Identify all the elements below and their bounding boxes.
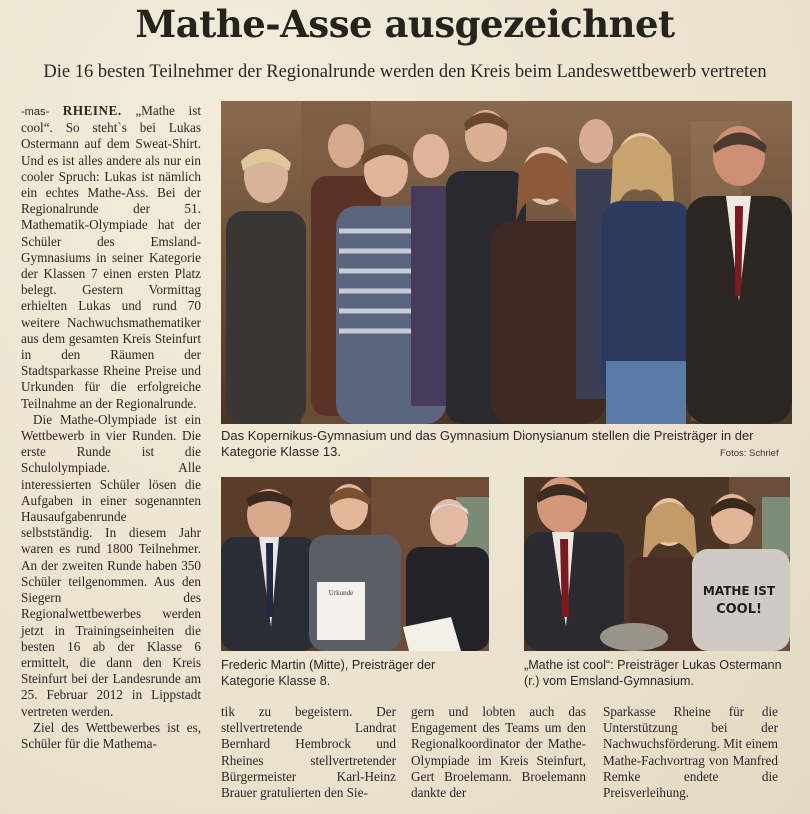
shirt-text-line-1: MATHE IST [702, 584, 776, 598]
article-column-1 [21, 103, 201, 752]
photo-lukas-ostermann [524, 477, 790, 651]
photo-lukas-image [524, 477, 790, 651]
article-column-4: Sparkasse Rheine für die Unterstützung bei der Nachwuchsförderung. Mit einem Mathe-Fachvortrag von Manfred Remke endete die Preisverleihung. [603, 704, 778, 801]
photo-frederic-martin [221, 477, 489, 651]
photo-credit: Fotos: Schrief [720, 448, 779, 459]
certificate-label: Urkunde [328, 589, 354, 597]
article-column-2: tik zu begeistern. Der stellvertretende Landrat Bernhard Hembrock und Rheines stellvertretender Bürgermeister Karl-Heinz Brauer gratulierten den Sie- [221, 704, 396, 801]
subheadline: Die 16 besten Teilnehmer der Regionalrunde werden den Kreis beim Landeswettbewerb vertreten [43, 62, 767, 82]
paragraph-2: Die Mathe-Olympiade ist ein Wettbewerb in vier Runden. Die erste Runde ist die Schulolympiade. Alle interessierten Schüler lösen die Aufgaben in einer sogenannten Hausaufgabenrunde selbstständig. In diesem Jahr waren es rund 1800 Teilnehmer. An der zweiten Runde haben 350 Schüler teilgenommen. Aus den Siegern des Regionalwettbewerbes werden jetzt in Trainingseinheiten die besten 16 ab der Klasse 6 ermittelt, die dann den Kreis Steinfurt bei der Landesrunde am 25. Februar 2012 in Lippstadt vertreten werden. [21, 411, 201, 719]
photo-frederic-martin-image [221, 477, 489, 651]
group-photo-caption: Das Kopernikus-Gymnasium und das Gymnasium Dionysianum stellen die Preisträger in der Kategorie Klasse 13. [221, 428, 754, 459]
shirt-text-line-2: COOL! [716, 602, 762, 617]
group-photo [221, 101, 792, 424]
paragraph-3: Ziel des Wettbewerbes ist es, Schüler für die Mathema- [21, 719, 201, 751]
paragraph-1 [21, 103, 201, 412]
headline: Mathe-Asse ausgezeichnet [135, 2, 675, 46]
photo-frederic-caption: Frederic Martin (Mitte), Preisträger der Kategorie Klasse 8. [221, 658, 436, 688]
paragraph-1-text: „Mathe ist cool“. So steht`s bei Lukas Ostermann auf dem Sweat-Shirt. Und es ist alles andere als nur ein cooler Spruch: Lukas ist nämlich ein echtes Mathe-Ass. Bei der Regionalrunde der 51. Mathematik-Olympiade hat der Schüler des Emsland-Gymnasiums in seiner Kategorie der Klassen 7 einen ersten Platz belegt. Gestern Vormittag erhielten Lukas und rund 70 weitere Nachwuchsmathematiker aus dem gesamten Kreis Steinfurt in den Räumen der Stadtsparkasse Rheine Preise und Urkunden für die erfolgreiche Teilnahme an der Regionalrunde. [21, 103, 201, 411]
group-photo-image [221, 101, 792, 424]
article-column-3: gern und lobten auch das Engagement des Teams um den Regionalkoordinator der Mathe-Olympiade im Kreis Steinfurt, Gert Broelemann. Broelemann dankte der [411, 704, 586, 801]
byline: -mas- [21, 106, 50, 118]
dateline: RHEINE. [62, 103, 122, 118]
photo-lukas-caption: „Mathe ist cool“: Preisträger Lukas Ostermann (r.) vom Emsland-Gymnasium. [524, 658, 782, 688]
